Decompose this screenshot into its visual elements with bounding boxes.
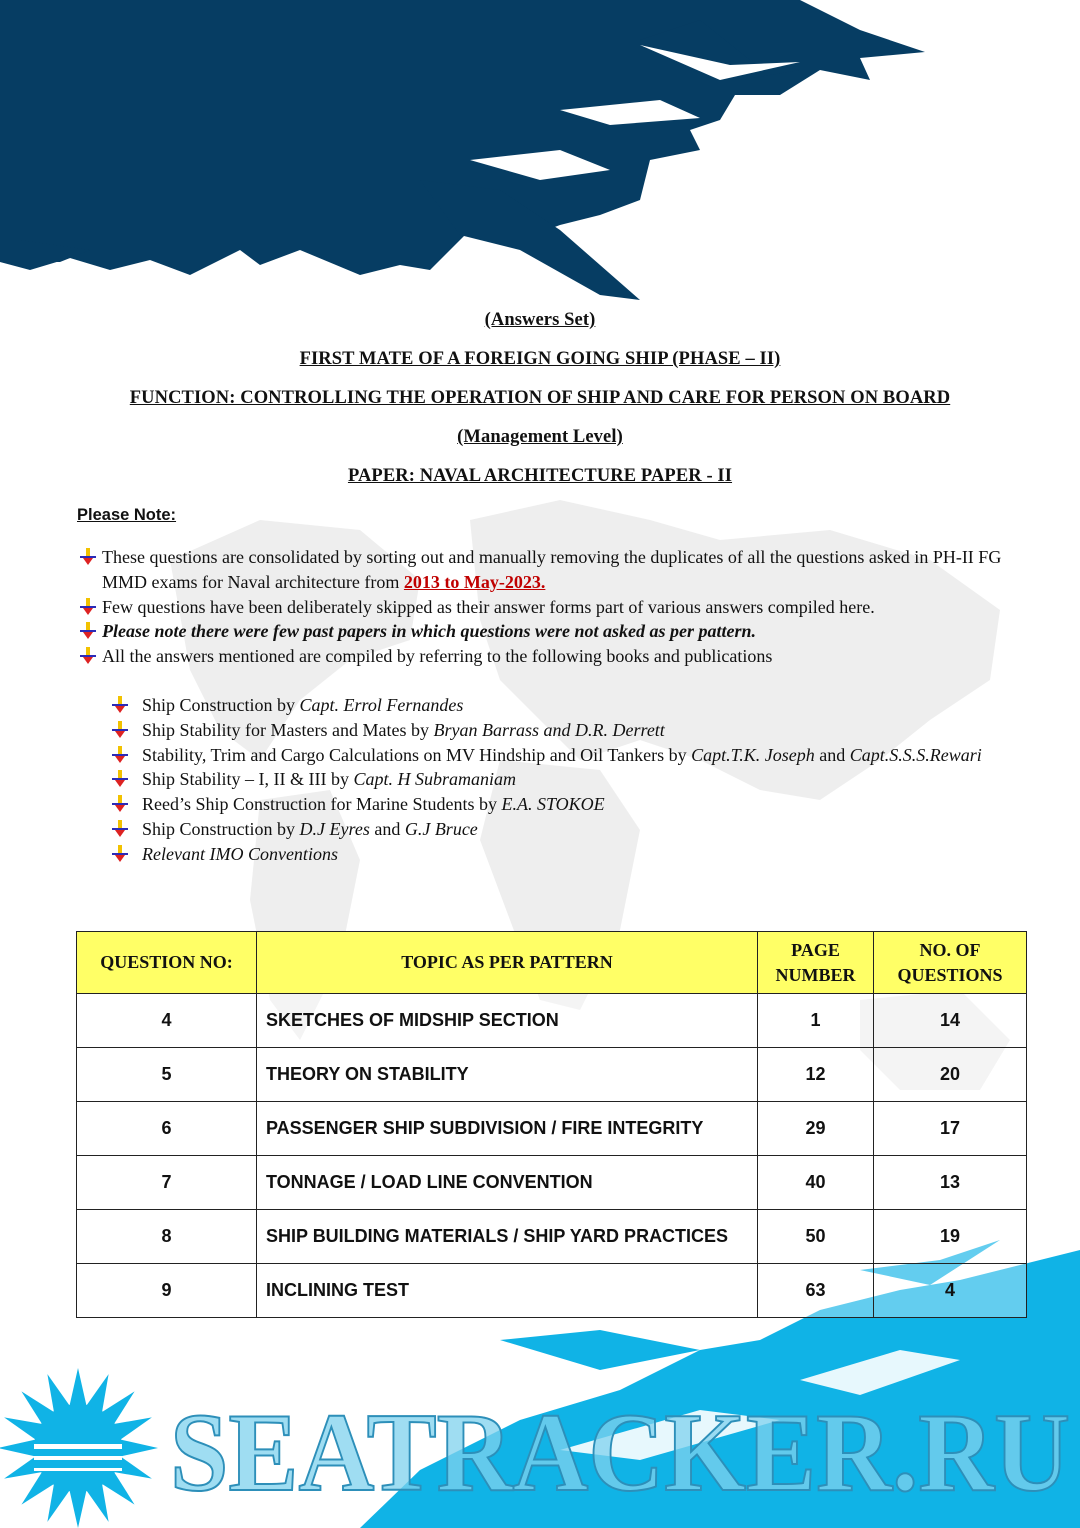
cell-count: 4: [874, 1264, 1027, 1318]
bullet-arrow-icon: [112, 845, 128, 863]
note-item: [80, 545, 1030, 595]
note-text: All the answers mentioned are compiled by referring to the following books and publications: [102, 646, 773, 667]
bullet-arrow-icon: [80, 622, 96, 640]
cell-question-no: 7: [77, 1156, 257, 1210]
cell-page: 40: [758, 1156, 874, 1210]
cell-question-no: 5: [77, 1048, 257, 1102]
book-author: D.J Eyres: [299, 818, 370, 839]
book-item: [112, 693, 992, 718]
bullet-arrow-icon: [112, 820, 128, 838]
header-topic: TOPIC AS PER PATTERN: [257, 932, 758, 994]
bullet-arrow-icon: [80, 598, 96, 616]
note-heading: Please Note:: [77, 506, 177, 524]
cell-count: 19: [874, 1210, 1027, 1264]
book-item: [112, 792, 992, 817]
rank-title: FIRST MATE OF A FOREIGN GOING SHIP (PHASE – II): [299, 349, 781, 369]
note-text: Few questions have been deliberately skipped as their answer forms part of various answers compiled here.: [102, 596, 875, 617]
note-item: [80, 595, 1030, 620]
cell-count: 13: [874, 1156, 1027, 1210]
cell-count: 20: [874, 1048, 1027, 1102]
note-list: [80, 545, 1030, 669]
book-item: [112, 743, 992, 768]
note-item: [80, 644, 1030, 669]
bullet-arrow-icon: [112, 795, 128, 813]
book-author: Capt.T.K. Joseph: [691, 744, 815, 765]
cell-question-no: 4: [77, 994, 257, 1048]
cell-question-no: 8: [77, 1210, 257, 1264]
book-item: [112, 718, 992, 743]
header-no-of-questions: NO. OF QUESTIONS: [874, 932, 1027, 994]
table-header-row: [77, 932, 1027, 994]
function-title: FUNCTION: CONTROLLING THE OPERATION OF SHIP AND CARE FOR PERSON ON BOARD: [129, 388, 951, 408]
table-row: [77, 1264, 1027, 1318]
cell-page: 29: [758, 1102, 874, 1156]
bullet-arrow-icon: [112, 721, 128, 739]
header-question-no: QUESTION NO:: [77, 932, 257, 994]
book-title: Ship Stability – I, II & III by: [142, 769, 354, 790]
book-item: [112, 767, 992, 792]
bullet-arrow-icon: [80, 548, 96, 566]
book-author: Capt. Errol Fernandes: [299, 695, 464, 715]
answers-set-label: (Answers Set): [484, 310, 596, 330]
cell-question-no: 6: [77, 1102, 257, 1156]
topics-table: [76, 931, 1027, 1318]
bullet-arrow-icon: [112, 746, 128, 764]
book-author: Bryan Barrass and D.R. Derrett: [433, 719, 665, 740]
table-row: [77, 1048, 1027, 1102]
note-text: These questions are consolidated by sorting out and manually removing the duplicates of all the questions asked in PH-II FG MMD exams for Naval architecture from: [102, 547, 1002, 592]
book-title: Ship Construction by: [142, 695, 300, 715]
cell-count: 17: [874, 1102, 1027, 1156]
note-item: [80, 619, 1030, 644]
cell-count: 14: [874, 994, 1027, 1048]
book-author: Relevant IMO Conventions: [142, 843, 338, 864]
paper-title: PAPER: NAVAL ARCHITECTURE PAPER - II: [347, 466, 733, 486]
watermark-text: SEATRACKER.RU: [170, 1391, 1070, 1515]
table-row: [77, 1210, 1027, 1264]
cell-topic: TONNAGE / LOAD LINE CONVENTION: [257, 1156, 758, 1210]
book-item: [112, 817, 992, 842]
note-text: Please note there were few past papers in which questions were not asked as per pattern.: [102, 621, 757, 642]
book-title: Ship Stability for Masters and Mates by: [142, 719, 434, 740]
cell-page: 1: [758, 994, 874, 1048]
cell-topic: INCLINING TEST: [257, 1264, 758, 1318]
cell-page: 12: [758, 1048, 874, 1102]
bullet-arrow-icon: [112, 696, 128, 714]
book-author-2: Capt.S.S.S.Rewari: [849, 744, 982, 765]
table-row: [77, 994, 1027, 1048]
book-title: Stability, Trim and Cargo Calculations on MV Hindship and Oil Tankers by: [142, 744, 692, 765]
date-range-highlight: 2013 to May-2023.: [403, 571, 546, 592]
cell-page: 63: [758, 1264, 874, 1318]
cell-topic: THEORY ON STABILITY: [257, 1048, 758, 1102]
level-title: (Management Level): [457, 427, 623, 447]
header-page-number: PAGE NUMBER: [758, 932, 874, 994]
cell-question-no: 9: [77, 1264, 257, 1318]
book-title: Reed’s Ship Construction for Marine Students by: [142, 794, 502, 815]
bullet-arrow-icon: [80, 647, 96, 665]
table-row: [77, 1102, 1027, 1156]
cell-topic: SHIP BUILDING MATERIALS / SHIP YARD PRACTICES: [257, 1210, 758, 1264]
book-author: Capt. H Subramaniam: [353, 769, 516, 790]
book-author-2: G.J Bruce: [404, 818, 478, 839]
book-item: [112, 842, 992, 867]
book-title: Ship Construction by: [142, 818, 300, 839]
book-author: E.A. STOKOE: [501, 794, 605, 815]
bullet-arrow-icon: [112, 770, 128, 788]
book-connector: and: [369, 818, 405, 839]
book-connector: and: [814, 744, 850, 765]
book-list: [112, 693, 992, 867]
cell-topic: PASSENGER SHIP SUBDIVISION / FIRE INTEGRITY: [257, 1102, 758, 1156]
cell-topic: SKETCHES OF MIDSHIP SECTION: [257, 994, 758, 1048]
cell-page: 50: [758, 1210, 874, 1264]
table-row: [77, 1156, 1027, 1210]
